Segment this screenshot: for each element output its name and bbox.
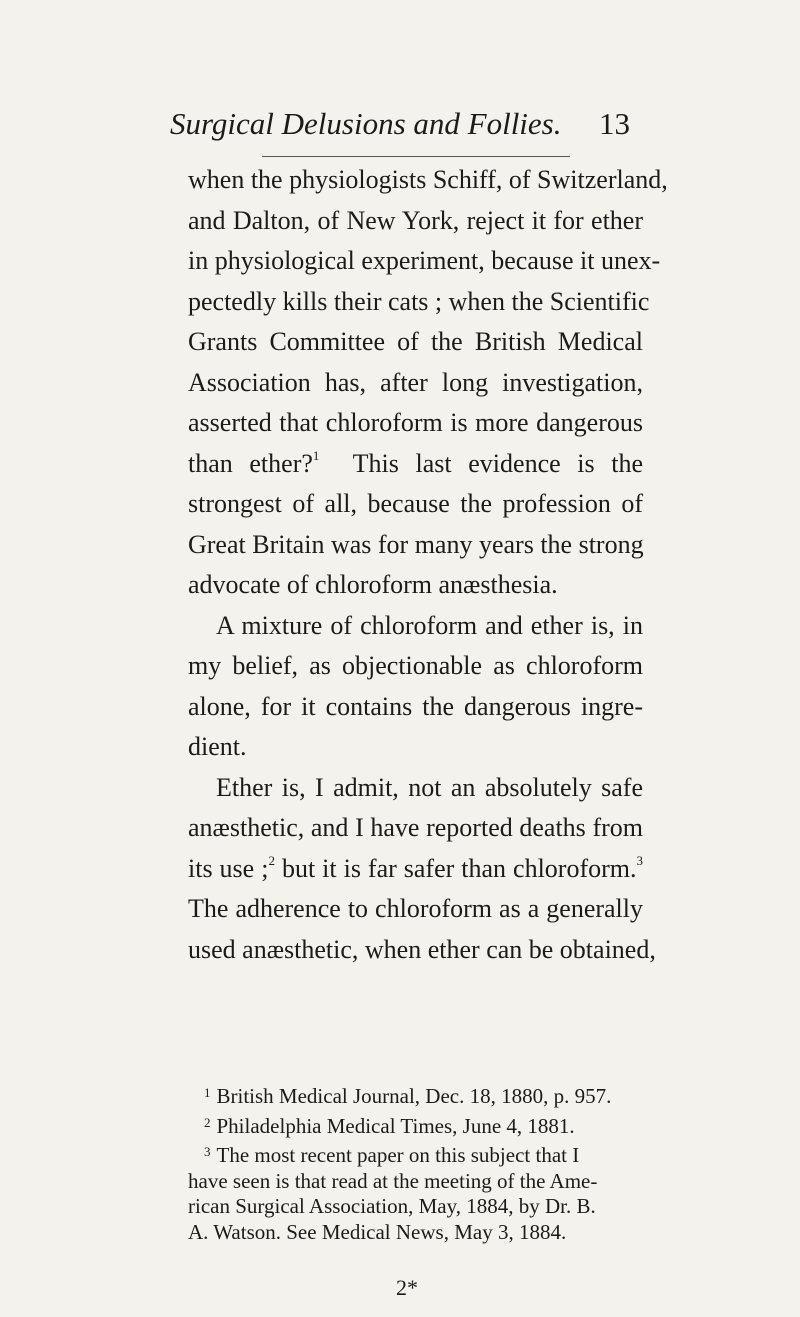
body-line: The adherence to chloroform as a generally: [188, 894, 643, 923]
signature-mark: 2*: [396, 1275, 418, 1300]
body-line: my belief, as objectionable as chloroform: [188, 651, 643, 680]
footnotes: [188, 1080, 643, 1245]
page-number: 13: [599, 106, 630, 141]
footnote-ref: 1: [312, 447, 320, 463]
body-line: in physiological experiment, because it unex-: [188, 246, 661, 275]
body-line: [188, 849, 643, 890]
body-line-start: than ether?: [188, 448, 313, 478]
body-line-end: but it is far safer than chloroform.: [281, 853, 637, 883]
body-line: anæsthetic, and I have reported deaths from: [188, 813, 643, 842]
footnote-ref: 3: [636, 852, 644, 868]
body-line: strongest of all, because the profession of: [188, 489, 643, 518]
footnote: [188, 1110, 643, 1140]
body-line-start: its use ;: [188, 853, 269, 883]
body-text: [188, 160, 668, 970]
body-line: advocate of chloroform anæsthesia.: [188, 570, 558, 599]
body-line: alone, for it contains the dangerous ingre-: [188, 691, 643, 721]
running-title: Surgical Delusions and Follies.: [170, 106, 562, 141]
body-line: dient.: [188, 732, 247, 761]
body-line: Grants Committee of the British Medical: [188, 327, 643, 356]
body-line: Association has, after long investigation,: [188, 367, 643, 397]
footnote-number: 1: [204, 1085, 211, 1100]
header-rule: [262, 156, 570, 157]
body-line: and Dalton, of New York, reject it for ether: [188, 205, 643, 235]
body-line: used anæsthetic, when ether can be obtained,: [188, 934, 656, 964]
footnote-ref: 2: [268, 852, 275, 868]
body-line: asserted that chloroform is more dangerous: [188, 408, 643, 437]
body-line: [188, 444, 643, 485]
footnote-continuation: rican Surgical Association, May, 1884, by Dr. B.: [188, 1194, 596, 1218]
body-line: pectedly kills their cats ; when the Scientific: [188, 286, 650, 316]
body-line: when the physiologists Schiff, of Switzerland,: [188, 165, 668, 194]
footnote-text: Philadelphia Medical Times, June 4, 1881.: [216, 1113, 575, 1138]
footnote-number: 3: [204, 1144, 211, 1159]
footnote-number: 2: [204, 1114, 211, 1130]
footnote: [188, 1080, 643, 1110]
footnote-text: British Medical Journal, Dec. 18, 1880, p. 957.: [216, 1084, 612, 1108]
running-header: [170, 94, 630, 154]
body-line: Great Britain was for many years the strong: [188, 529, 644, 559]
body-line: A mixture of chloroform and ether is, in: [216, 610, 643, 640]
footnote-continuation: A. Watson. See Medical News, May 3, 1884.: [188, 1219, 567, 1244]
footnote: [188, 1139, 643, 1169]
footnote-continuation: have seen is that read at the meeting of the Ame-: [188, 1168, 598, 1193]
body-line: Ether is, I admit, not an absolutely safe: [216, 772, 643, 802]
footnote-text: The most recent paper on this subject that I: [216, 1143, 580, 1167]
body-line-end: This last evidence is the: [352, 448, 644, 478]
